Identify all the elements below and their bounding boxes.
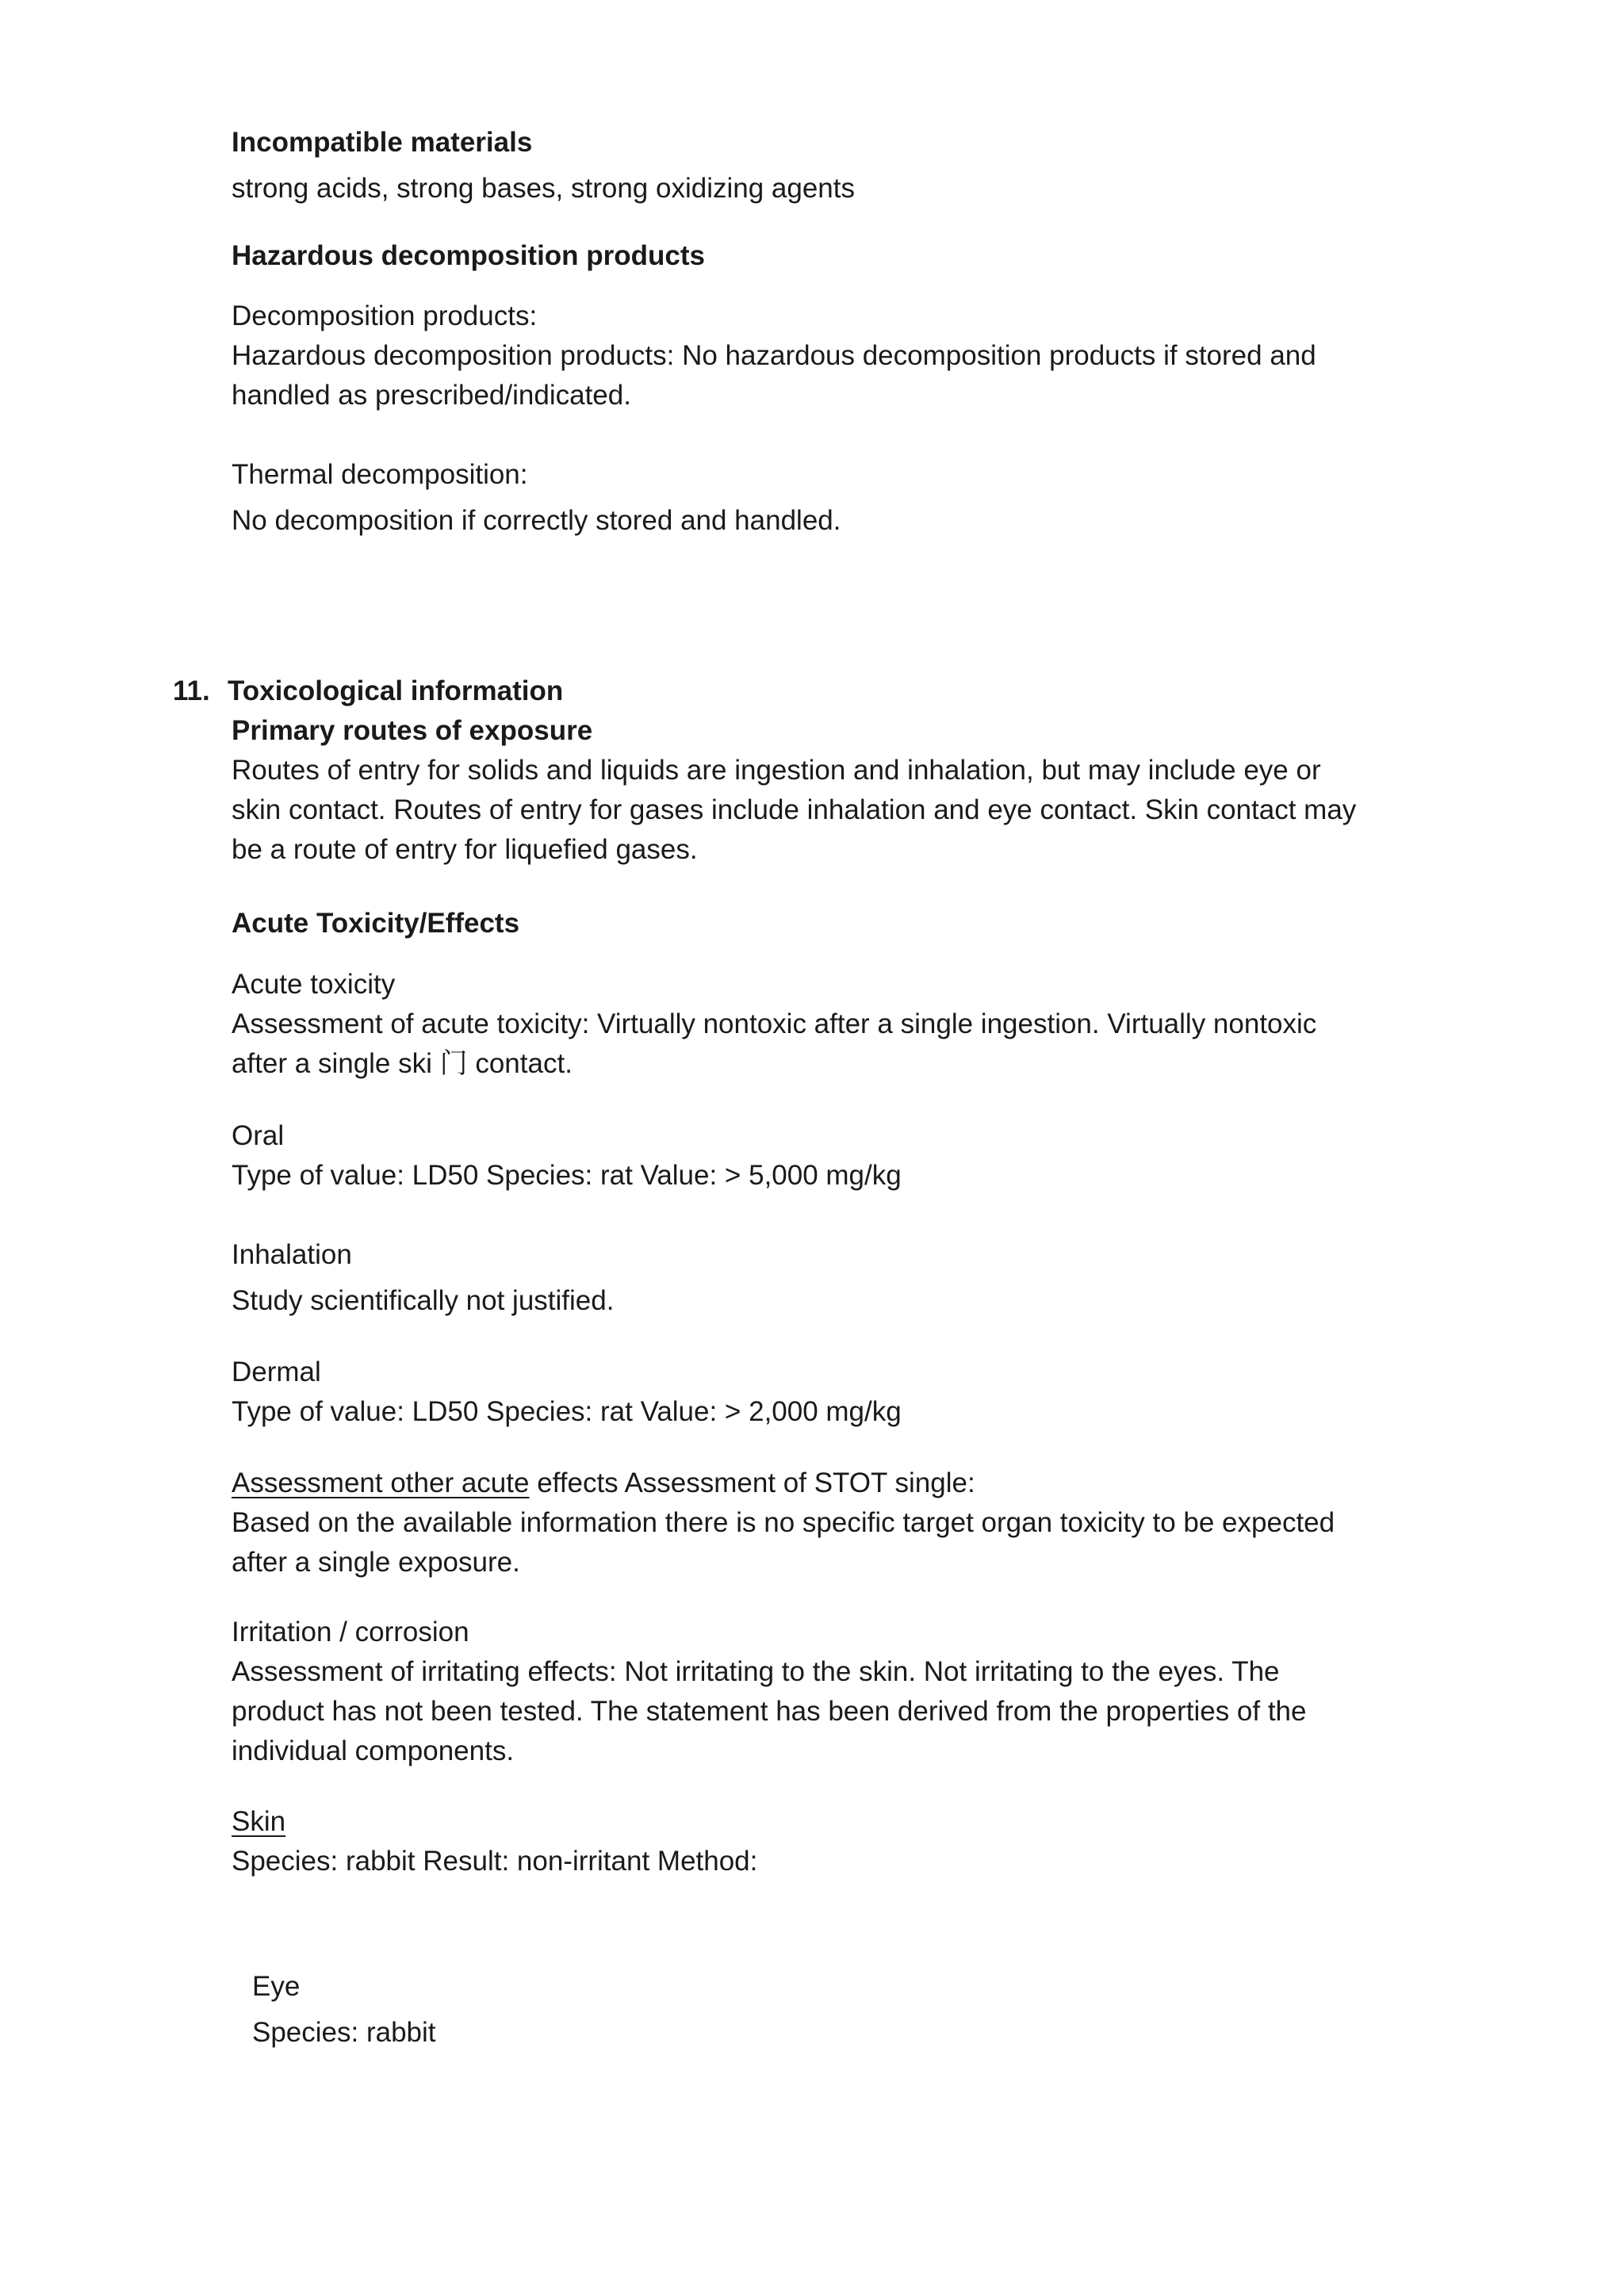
routes-line-2: skin contact. Routes of entry for gases include inhalation and eye contact. Skin contact may [232,794,1357,825]
inhalation-text: Study scientifically not justified. [232,1285,615,1316]
routes-line-3: be a route of entry for liquefied gases. [232,834,698,865]
eye-text: Species: rabbit [252,2017,436,2048]
skin-label: Skin [232,1806,286,1837]
dermal-text: Type of value: LD50 Species: rat Value: > 2,000 mg/kg [232,1396,902,1427]
oral-text: Type of value: LD50 Species: rat Value: > 5,000 mg/kg [232,1160,902,1191]
inhalation-label: Inhalation [232,1239,352,1270]
thermal-decomposition-text: No decomposition if correctly stored and handled. [232,505,841,536]
irritation-line-3: individual components. [232,1735,515,1766]
dermal-label: Dermal [232,1357,321,1387]
routes-line-1: Routes of entry for solids and liquids are ingestion and inhalation, but may include eye or [232,755,1321,786]
section-number: 11. [173,675,210,706]
irritation-line-1: Assessment of irritating effects: Not irritating to the skin. Not irritating to the eyes. The [232,1656,1280,1687]
thermal-decomposition-label: Thermal decomposition: [232,459,528,490]
acute-toxicity-label: Acute toxicity [232,969,396,1000]
other-acute-underlined: Assessment other acute [232,1468,530,1498]
acute-toxicity-line-2: after a single ski 门 contact. [232,1048,573,1079]
skin-text: Species: rabbit Result: non-irritant Method: [232,1846,758,1877]
irritation-line-2: product has not been tested. The statement has been derived from the properties of the [232,1696,1307,1727]
hazardous-decomposition-heading: Hazardous decomposition products [232,240,705,271]
routes-heading: Primary routes of exposure [232,715,593,746]
acute-toxicity-heading: Acute Toxicity/Effects [232,908,520,939]
incompatible-text: strong acids, strong bases, strong oxidizing agents [232,173,855,204]
other-acute-line-1: Based on the available information there is no specific target organ toxicity to be expected [232,1507,1335,1538]
other-acute-rest: effects Assessment of STOT single: [529,1468,975,1498]
decomposition-label: Decomposition products: [232,300,538,331]
irritation-label: Irritation / corrosion [232,1617,469,1647]
decomposition-line-1: Hazardous decomposition products: No hazardous decomposition products if stored and [232,340,1316,371]
section-title: Toxicological information [228,675,564,706]
other-acute-effects-label [232,1464,975,1503]
decomposition-line-2: handled as prescribed/indicated. [232,380,631,411]
acute-toxicity-line-1: Assessment of acute toxicity: Virtually nontoxic after a single ingestion. Virtually nontoxic [232,1008,1317,1039]
other-acute-line-2: after a single exposure. [232,1547,520,1578]
eye-label: Eye [252,1971,301,2002]
oral-label: Oral [232,1120,285,1151]
incompatible-heading: Incompatible materials [232,127,533,158]
